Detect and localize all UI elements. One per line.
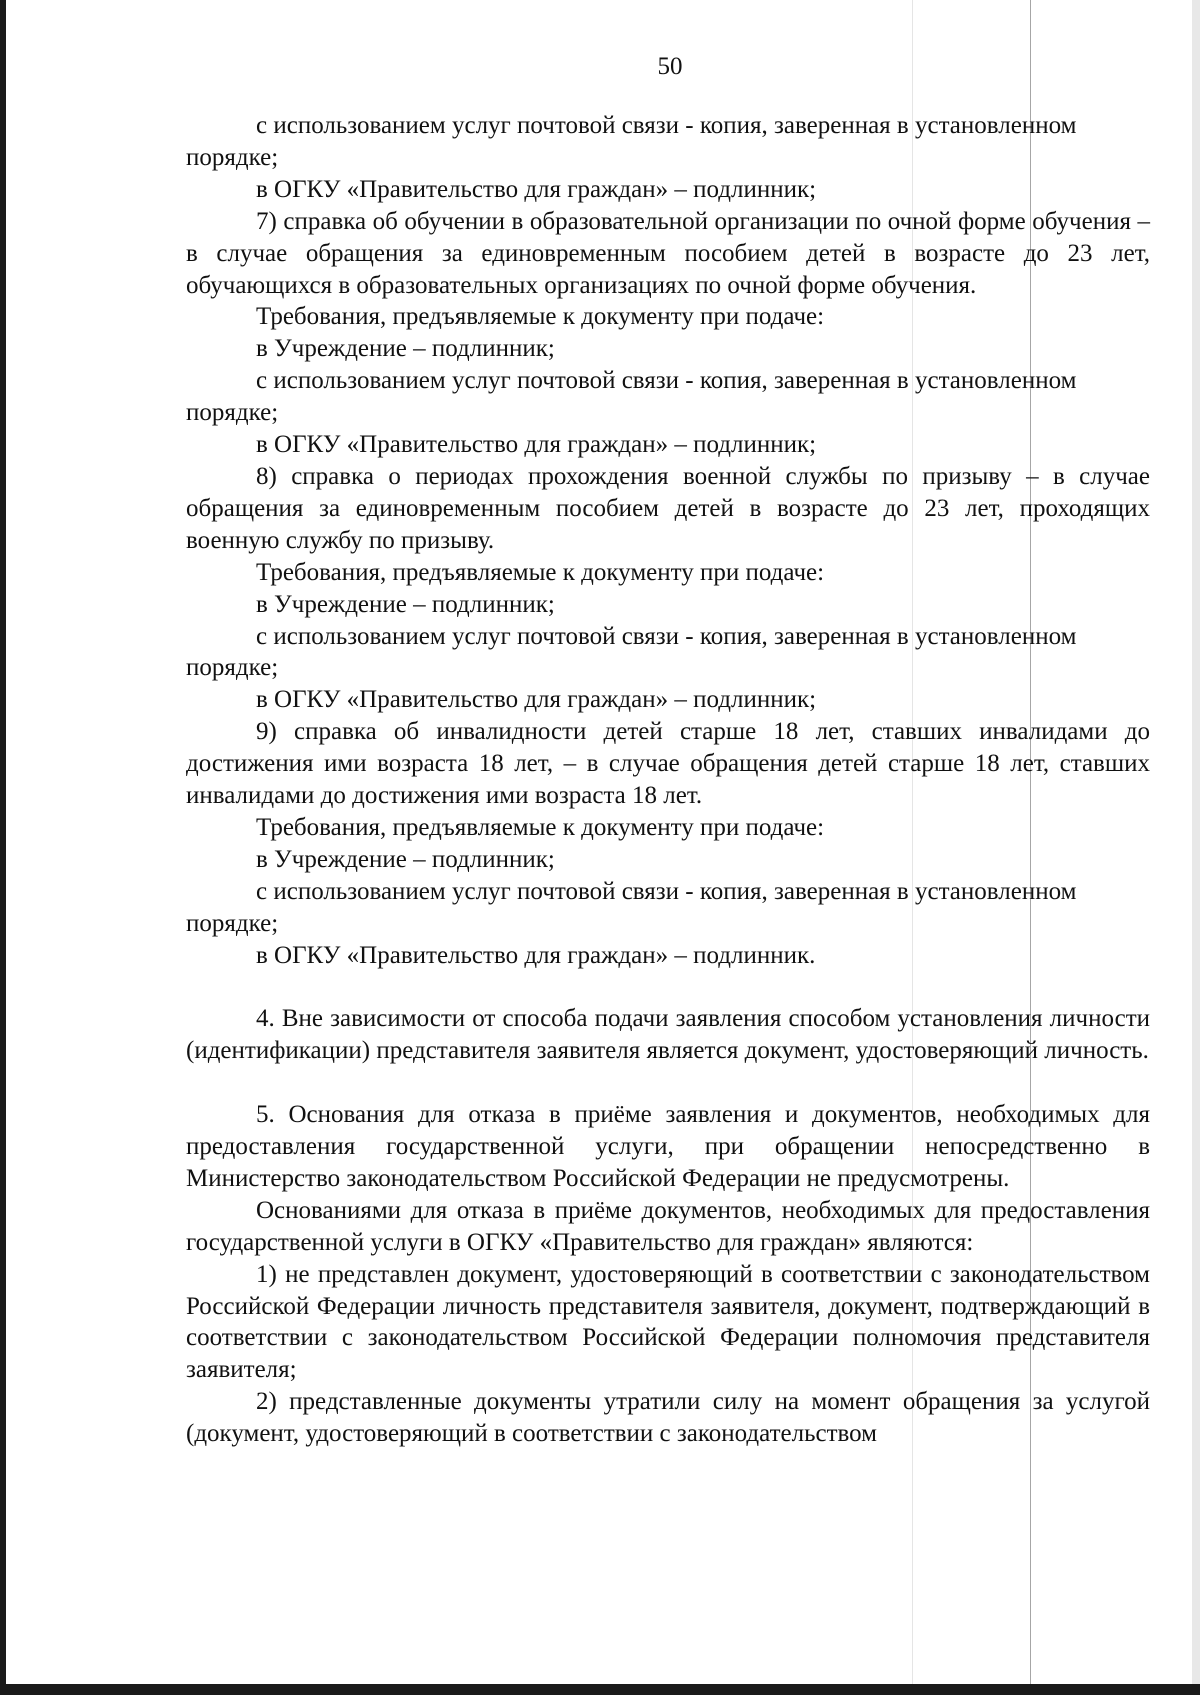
page-number: 50 — [657, 53, 683, 80]
scan-border-left — [0, 0, 6, 1695]
spacer — [186, 971, 1150, 1003]
paragraph: Требования, предъявляемые к документу при подаче: — [256, 558, 825, 586]
document-body — [186, 110, 1150, 1450]
scan-border-right — [1192, 0, 1200, 1695]
paragraph: с использованием услуг почтовой связи - копия, заверенная в установленном порядке; — [186, 622, 1077, 682]
paragraph: в Учреждение – подлинник; — [256, 845, 555, 873]
paragraph: в ОГКУ «Правительство для граждан» – подлинник; — [256, 686, 817, 714]
paragraph: в ОГКУ «Правительство для граждан» – подлинник; — [256, 431, 817, 459]
paragraph: с использованием услуг почтовой связи - копия, заверенная в установленном порядке; — [186, 112, 1077, 171]
section-paragraph: 4. Вне зависимости от способа подачи заявления способом установления личности (идентификации) представителя заявителя является документ, удостоверяющий личность. — [186, 1005, 1150, 1065]
paragraph: Основаниями для отказа в приёме документов, необходимых для предоставления государственной услуги в ОГКУ «Правительство для граждан» являются: — [186, 1196, 1150, 1256]
list-item: 1) не представлен документ, удостоверяющий в соответствии с законодательством Российской Федерации личность представителя заявителя, документ, подтверждающий в соответствии с законодательством Российской Федерации полномочия представителя заявителя; — [186, 1260, 1150, 1384]
paragraph: с использованием услуг почтовой связи - копия, заверенная в установленном порядке; — [186, 367, 1077, 427]
scan-border-bottom — [0, 1684, 1200, 1695]
list-item: 7) справка об обучении в образовательной организации по очной форме обучения – в случае обращения за единовременным пособием детей в возрасте до 23 лет, обучающихся в образовательных организациях по очной форме обучения. — [186, 207, 1150, 299]
paragraph: в Учреждение – подлинник; — [256, 590, 555, 618]
paragraph: с использованием услуг почтовой связи - копия, заверенная в установленном порядке; — [186, 877, 1077, 937]
section-paragraph: 5. Основания для отказа в приёме заявления и документов, необходимых для предоставления государственной услуги, при обращении непосредственно в Министерство законодательством Российской Федерации не предусмотрены. — [186, 1101, 1150, 1192]
paragraph: в Учреждение – подлинник; — [256, 335, 555, 363]
list-item: 8) справка о периодах прохождения военной службы по призыву – в случае обращения за единовременным пособием детей в возрасте до 23 лет, проходящих военную службу по призыву. — [186, 462, 1150, 554]
paragraph: в ОГКУ «Правительство для граждан» – подлинник; — [256, 175, 817, 203]
list-item: 9) справка об инвалидности детей старше 18 лет, ставших инвалидами до достижения ими возраста 18 лет, – в случае обращения детей старше 18 лет, ставших инвалидами до достижения ими возраста 18 лет. — [186, 718, 1150, 810]
paragraph: Требования, предъявляемые к документу при подаче: — [256, 303, 825, 331]
paragraph: в ОГКУ «Правительство для граждан» – подлинник. — [256, 941, 816, 969]
paragraph: Требования, предъявляемые к документу при подаче: — [256, 813, 825, 841]
list-item: 2) представленные документы утратили силу на момент обращения за услугой (документ, удостоверяющий в соответствии с законодательством — [186, 1388, 1150, 1448]
spacer — [186, 1067, 1150, 1099]
